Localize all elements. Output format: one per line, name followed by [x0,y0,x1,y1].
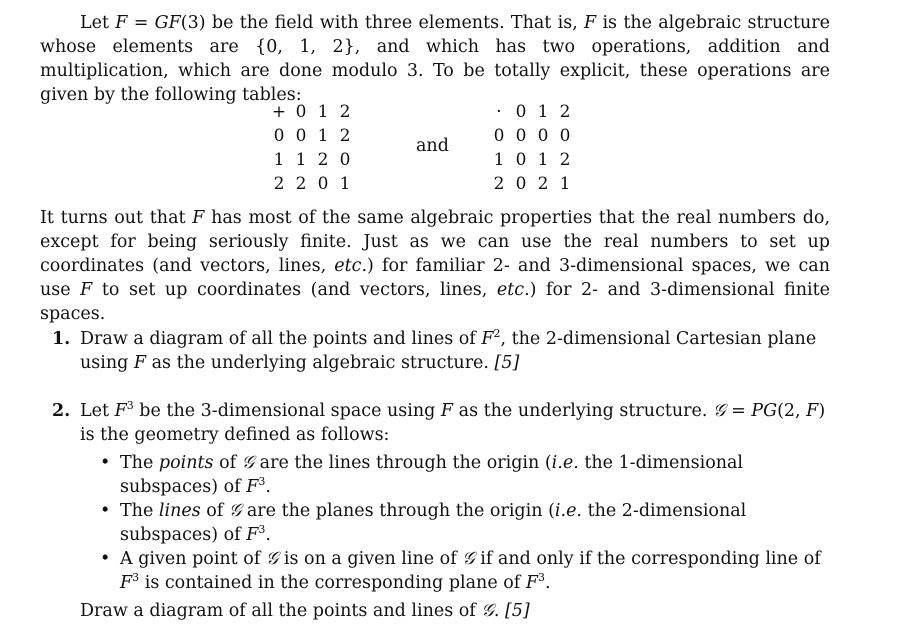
exponent: 2 [493,327,501,341]
table-cell: 1 [559,174,571,194]
math-G: 𝒢 [481,601,494,621]
text-run: The [120,501,159,521]
text-run: = [127,13,155,33]
math-F: F [246,477,259,497]
table-cell: 2 [295,174,307,194]
table-cell: 1 [493,150,505,170]
intro-text [40,11,830,107]
math-G: 𝒢 [462,549,475,569]
list-item [100,451,832,499]
text-run: Let [80,13,116,33]
text-run: as the underlying structure. [453,401,714,421]
table-cell: 0 [515,150,527,170]
table-cell: 0 [515,102,527,122]
text-run: be the 3-dimensional space using [133,401,441,421]
bullet-icon: • [100,549,111,569]
math-G: 𝒢 [713,401,726,421]
math-G: 𝒢 [265,549,279,569]
question-text [80,399,832,623]
emphasis: points [158,453,214,473]
table-cell: + [271,102,287,122]
table-cell: 2 [339,102,351,122]
question-2 [52,399,832,623]
text-run: A given point of [120,549,266,569]
table-row [488,148,576,172]
table-cell: 0 [273,126,285,146]
text-run: as the underlying algebraic structure. [146,353,495,373]
question-text [80,327,832,375]
math-GF: GF [154,13,181,33]
emphasis: i.e. [551,453,579,473]
list-item [100,499,832,547]
text-run: of [200,501,229,521]
math-F: F [114,401,127,421]
and-label: and [416,136,449,156]
table-row [268,172,356,196]
math-PG: PG [751,401,778,421]
text-run: It turns out that [40,208,193,228]
table-cell: 0 [493,126,505,146]
table-row [268,124,356,148]
math-F: F [584,13,597,33]
math-F: F [440,401,454,421]
bullet-icon: • [100,501,111,521]
table-cell: 1 [273,150,285,170]
marks-label: [5] [504,601,530,621]
exponent: 3 [132,571,140,585]
text-run: of [213,453,242,473]
text-run: . [493,601,505,621]
math-G: 𝒢 [241,453,255,473]
text-run: . [265,477,271,497]
text-run: if and only if the corresponding line of [474,549,821,569]
table-header-row [268,100,356,124]
text-run: (3) be the field with three elements. That is, [180,13,585,33]
table-cell: 0 [515,126,527,146]
addition-table [268,100,356,196]
table-row [488,124,576,148]
math-F: F [806,401,819,421]
intro-paragraph [40,11,830,107]
table-cell: 0 [317,174,329,194]
final-instruction [80,599,832,623]
exponent: 3 [258,475,266,489]
text-run: Let [80,401,115,421]
definition-list [100,451,832,595]
emphasis: etc. [334,256,368,276]
multiplication-table [488,100,576,196]
text-run: is on a given line of [278,549,463,569]
emphasis: lines [158,501,201,521]
math-F: F [115,13,128,33]
question-1 [52,327,832,375]
question-number: 1. [52,329,71,349]
table-cell: 0 [339,150,351,170]
table-cell: 2 [493,174,505,194]
text-run: = [725,401,752,421]
table-cell: 2 [317,150,329,170]
math-F: F [133,353,147,373]
text-run: Draw a diagram of all the points and lines of [80,329,482,349]
table-cell: 2 [559,150,571,170]
list-item [100,547,832,595]
text-run: is contained in the corresponding plane of [139,573,526,593]
text-run: The [120,453,159,473]
marks-label: [5] [494,353,520,373]
table-cell: 2 [339,126,351,146]
text-run: are the planes through the origin ( [241,501,555,521]
math-G: 𝒢 [228,501,242,521]
table-cell: 0 [515,174,527,194]
text-run: ) is the geometry defined as follows: [80,401,826,445]
exponent: 3 [537,571,545,585]
table-cell: 2 [559,102,571,122]
table-cell: 1 [317,126,329,146]
table-cell: 2 [273,174,285,194]
table-cell: 2 [537,174,549,194]
text-run: the 2-dimensional subspaces) of [120,501,747,545]
text-run: to set up coordinates (and vectors, lines, [92,280,497,300]
math-F: F [246,525,259,545]
emphasis: i.e. [554,501,582,521]
text-run: are the lines through the origin ( [254,453,552,473]
table-row [268,148,356,172]
text-run: is the algebraic structure whose elements are {0, 1, 2}, and which has two operations, addition and multiplication, which are done modulo 3. To be totally explicit, these operations are given by the following tables: [40,13,830,105]
table-cell: 1 [295,150,307,170]
table-cell: · [496,102,502,122]
table-header-row [488,100,576,124]
math-F: F [80,280,93,300]
exponent: 3 [258,523,266,537]
table-cell: 0 [295,102,307,122]
finite-spaces-paragraph [40,206,830,326]
text-run: ) for familiar 2- and 3-dimensional spaces, we can use [40,256,830,300]
math-F: F [525,573,538,593]
text-run: ) for 2- and 3-dimensional finite spaces. [40,280,831,324]
math-F: F [120,573,133,593]
table-cell: 1 [537,150,549,170]
text-run: . [544,573,551,593]
text-run: Draw a diagram of all the points and lines of [80,601,482,621]
table-cell: 1 [537,102,549,122]
table-cell: 1 [317,102,329,122]
text-run: , the 2-dimensional Cartesian plane using [80,329,817,373]
text-run: . [265,525,271,545]
text-run: (2, [777,401,807,421]
emphasis: etc. [496,280,530,300]
table-row [488,172,576,196]
table-cell: 0 [559,126,571,146]
bullet-icon: • [100,453,111,473]
text-run: has most of the same algebraic properties that the real numbers do, except for being seriously finite. Just as we can use the real numbers to set up coordinates (and vectors, lines, [40,208,831,276]
question-number: 2. [52,401,71,421]
table-cell: 1 [339,174,351,194]
exponent: 3 [126,399,134,413]
table-cell: 0 [295,126,307,146]
math-F: F [192,208,205,228]
table-cell: 0 [537,126,549,146]
math-F: F [481,329,494,349]
text-run: the 1-dimensional subspaces) of [120,453,744,497]
